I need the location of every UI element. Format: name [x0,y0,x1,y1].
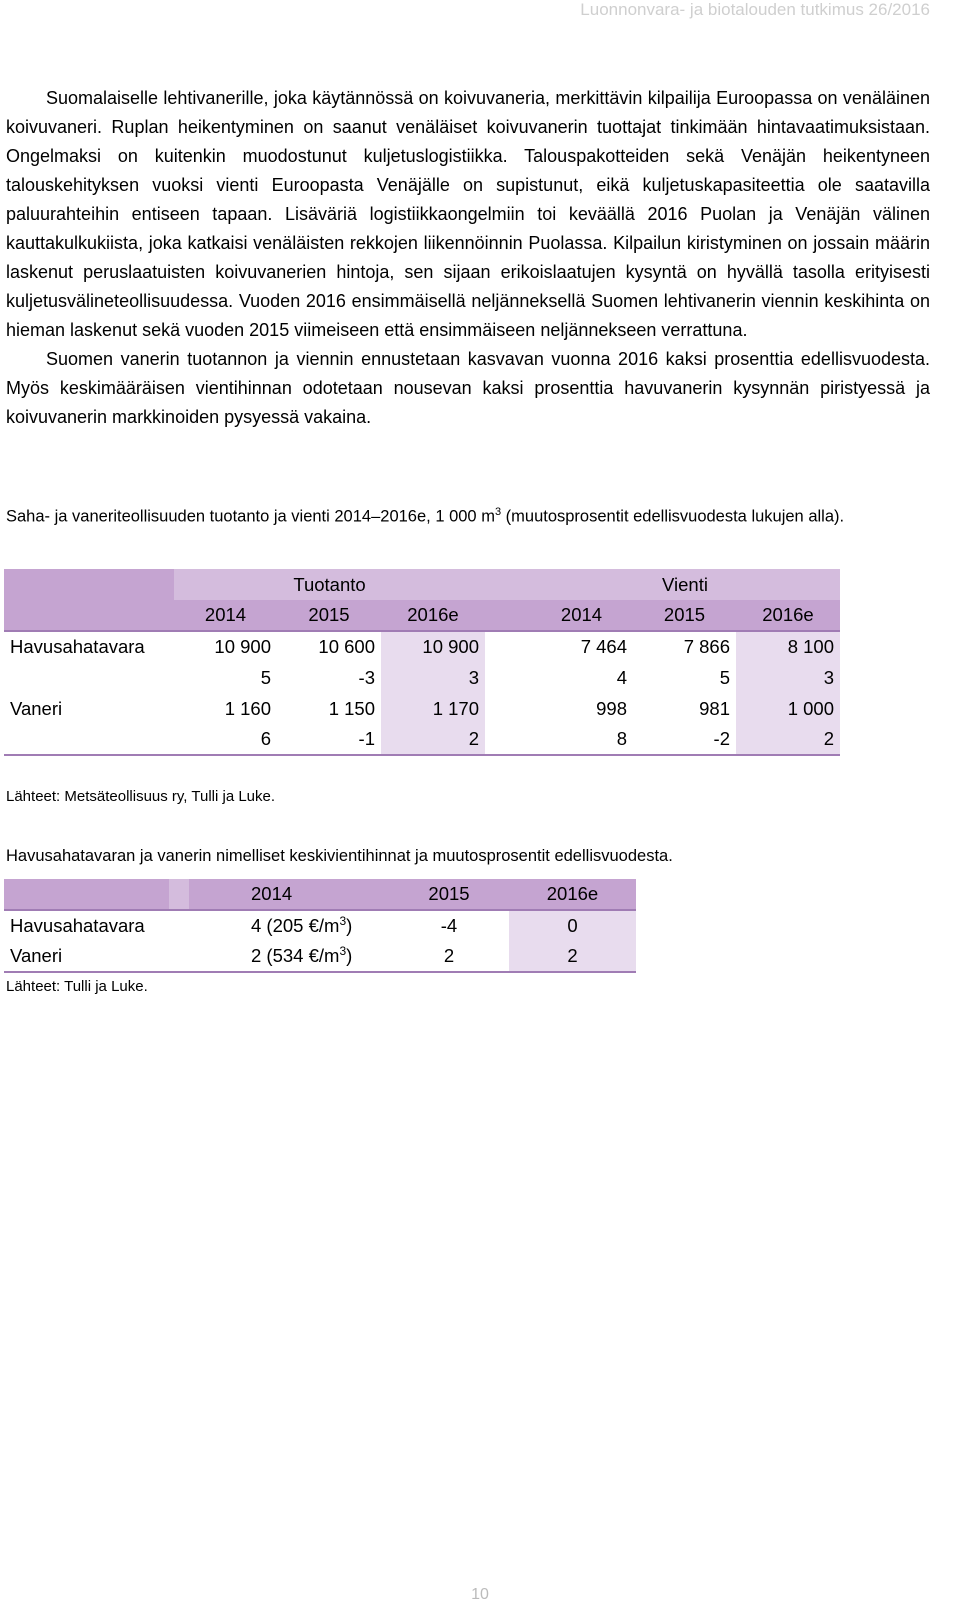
row-label: Havusahatavara [10,636,145,657]
page-number: 10 [471,1586,489,1603]
group-header-production: Tuotanto [174,569,485,600]
table2-source: Lähteet: Tulli ja Luke. [6,978,148,995]
table-row: Vaneri 1 160 1 150 1 170 998 981 1 000 [4,693,840,724]
production-export-table [4,569,840,756]
table-row: Havusahatavara 10 900 10 600 10 900 7 464 7 866 8 100 [4,631,840,662]
row-label [4,724,174,755]
year-header: 2014 [174,600,277,631]
table1-source: Lähteet: Metsäteollisuus ry, Tulli ja Luke. [6,788,276,805]
table1-caption: Saha- ja vaneriteollisuuden tuotanto ja vienti 2014–2016e, 1 000 $m^3$ (muutosprosentit edellisvuodesta lukujen alla). [6,506,845,526]
table-row: 6 -1 2 8 -2 2 [4,724,840,755]
group-header-export: Vienti [530,569,840,600]
year-header: 2015 [389,879,509,910]
export-price-table [4,879,636,973]
table-row: Vaneri 2 (534 $€/m^3$) 2 2 [4,941,636,972]
table-row: Havusahatavara 4 (205 $€/m^3$) -4 0 [4,910,636,941]
year-header: 2014 [189,879,389,910]
paragraph-1: Suomalaiselle lehtivanerille, joka käytännössä on koivuvaneria, merkittävin kilpailija Euroopassa on venäläinen koivuvaneri. Ruplan heikentyminen on saanut venäläiset koivuvanerin tuottajat tinkimään hintavaatimuksistaan. Ongelmaksi on kuitenkin muodostunut kuljetuslogistiikka. Talouspakotteiden sekä Venäjän heikentyneen talouskehityksen vuoksi vienti Euroopasta Venäjälle on supistunut, eikä kuljetuskapasiteettia ole saatavilla paluurahteihin entiseen tapaan. Lisäväriä logistiikkaongelmiin toi keväällä 2016 Puolan ja Venäjän välinen kauttakulkukiista, joka katkaisi venäläisten rekkojen liikennöinnin Puolassa. Kilpailun kiristyminen on jossain määrin laskenut peruslaatuisten koivuvanerien hintoja, sen sijaan erikoislaatujen kysyntä on hyvällä tasolla erityisesti kuljetusvälineteollisuudessa. Vuoden 2016 ensimmäisellä neljänneksellä Suomen lehtivanerin viennin keskihinta on hieman laskenut sekä vuoden 2015 viimeiseen että ensimmäiseen neljännekseen verrattuna. [6,88,930,340]
year-header: 2016e [381,600,485,631]
price-2014: 4 (205 $€/m^3$) [251,914,353,937]
body-text [6,84,930,432]
year-header: 2015 [633,600,736,631]
year-header: 2016e [509,879,636,910]
table2-caption: Havusahatavaran ja vanerin nimelliset keskivientihinnat ja muutosprosentit edellisvuodesta. [6,847,673,865]
table-row: 5 -3 3 4 5 3 [4,662,840,693]
publication-header: Luonnonvara- ja biotalouden tutkimus 26/2016 [580,0,930,19]
row-label: Vaneri [10,697,63,719]
paragraph-2: Suomen vanerin tuotannon ja viennin ennustetaan kasvavan vuonna 2016 kaksi prosenttia edellisvuodesta. Myös keskimääräisen vientihinnan odotetaan nousevan kaksi prosenttia havuvanerin kysynnän piristyessä ja koivuvanerin markkinoiden pysyessä vakaina. [6,349,930,427]
row-label [4,662,174,693]
year-header: 2016e [736,600,840,631]
row-label: Havusahatavara [10,915,145,936]
price-2014: 2 (534 $€/m^3$) [189,941,389,972]
year-header: 2014 [530,600,633,631]
year-header: 2015 [277,600,381,631]
row-label: Vaneri [4,941,169,972]
